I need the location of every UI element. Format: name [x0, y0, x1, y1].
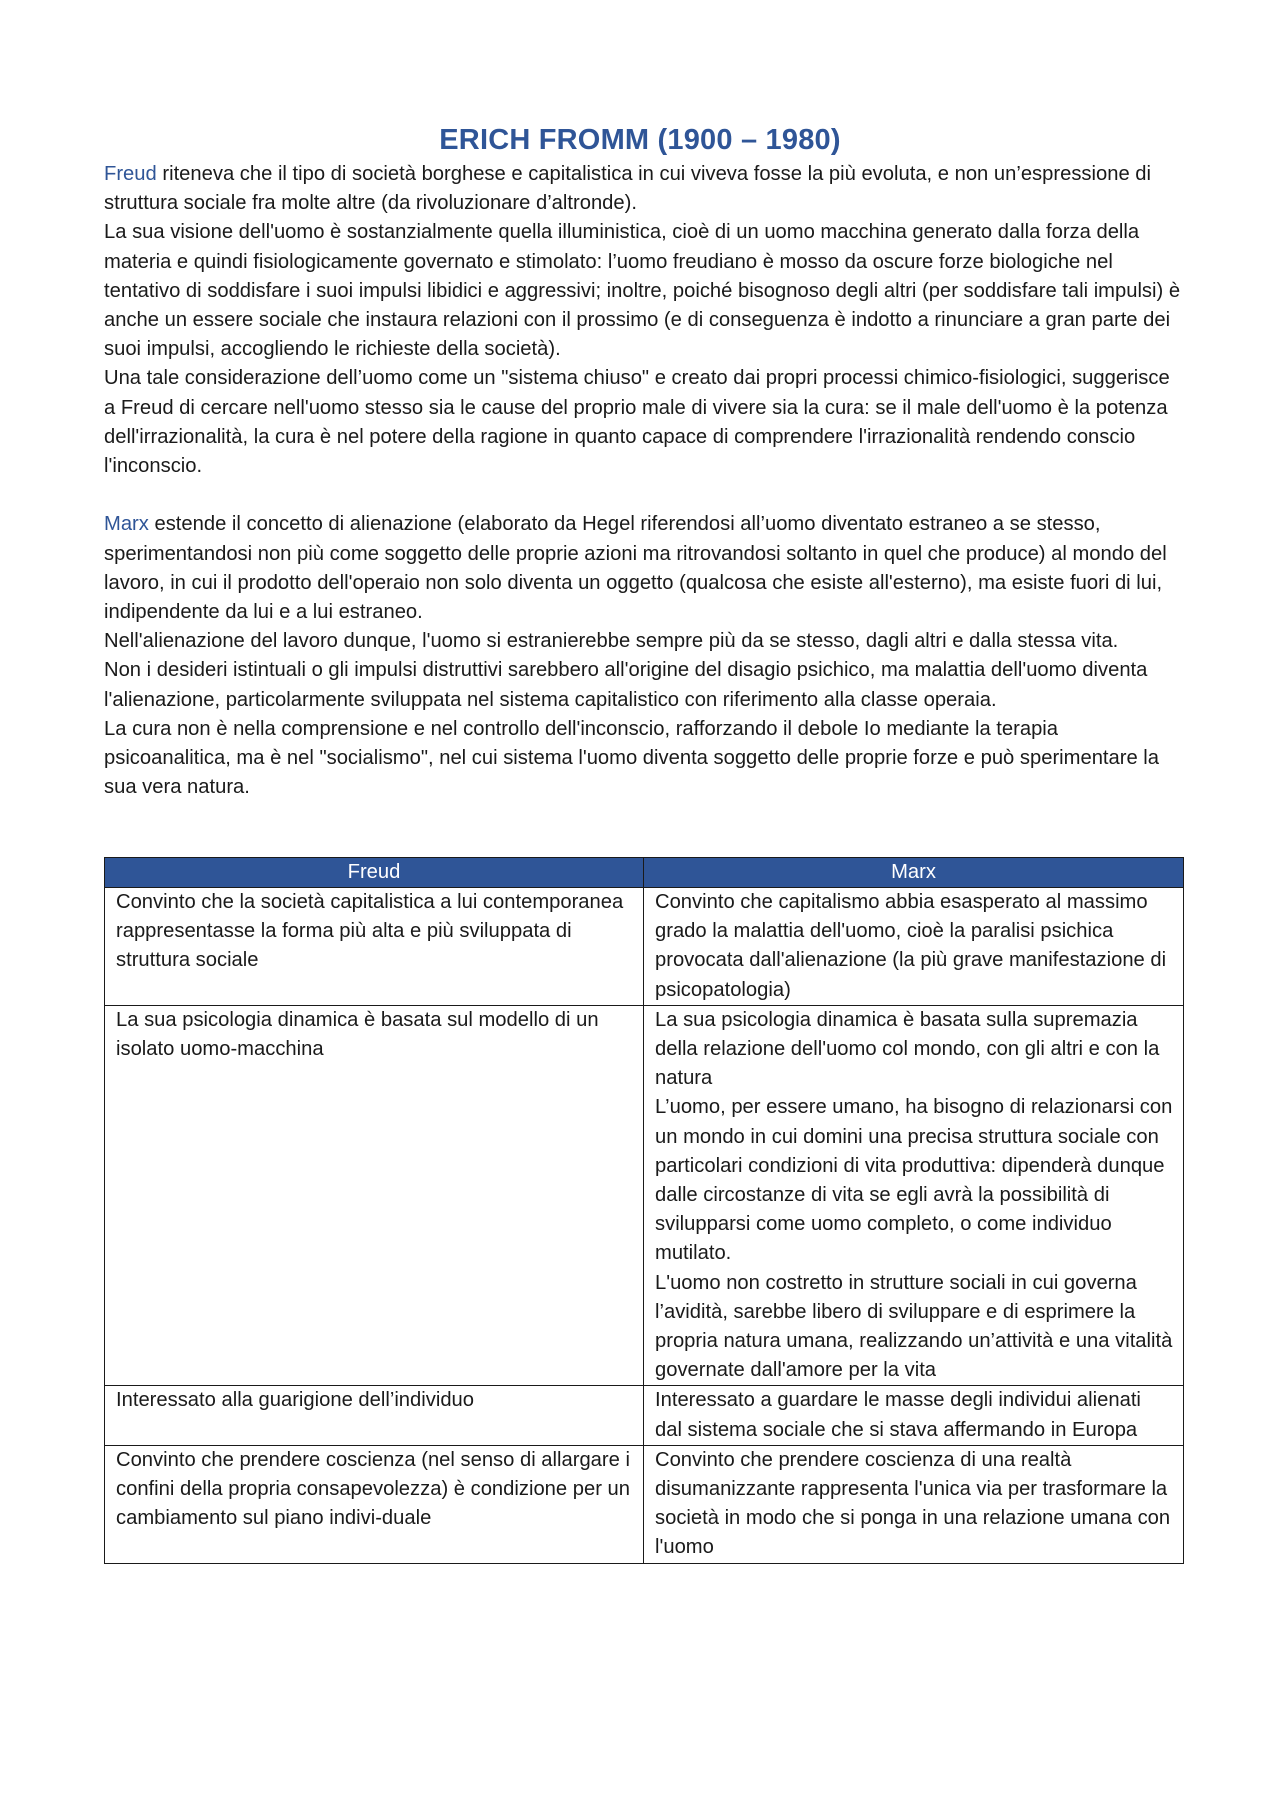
- comparison-table: [104, 857, 1184, 1564]
- cell-marx: [644, 1386, 1184, 1445]
- freud-paragraph-3: Una tale considerazione dell’uomo come un "sistema chiuso" e creato dai propri processi chimico-fisiologici, suggerisce a Freud di cercare nell'uomo stesso sia le cause del proprio male di vivere sia la cura: se il male dell'uomo è la potenza dell'irrazionalità, la cura è nel potere della ragione in quanto capace di comprendere l'irrazionalità rendendo conscio l'inconscio.: [104, 367, 1170, 478]
- freud-paragraph-1-text: riteneva che il tipo di società borghese e capitalistica in cui viveva fosse la più evoluta, e non un’espressione di struttura sociale fra molte altre (da rivoluzionare d’altronde).: [104, 163, 1152, 215]
- cell-freud: [105, 1005, 644, 1386]
- cell-marx: [644, 1005, 1184, 1386]
- cell-freud: [105, 1386, 644, 1445]
- document-body: [104, 160, 1184, 802]
- marx-paragraph-4: La cura non è nella comprensione e nel controllo dell'inconscio, rafforzando il debole Io mediante la terapia psicoanalitica, ma è nel "socialismo", nel cui sistema l'uomo diventa soggetto delle proprie forze e può sperimentare la sua vera natura.: [104, 717, 1160, 799]
- cell-text: Interessato alla guarigione dell’individuo: [116, 1389, 475, 1412]
- table-row: [105, 1445, 1184, 1563]
- table-row: [105, 1386, 1184, 1445]
- marx-paragraph-1-text: estende il concetto di alienazione (elaborato da Hegel riferendosi all’uomo diventato estraneo a se stesso, sperimentandosi non più come soggetto delle proprie azioni ma ritrovandosi soltanto in quel che produce) al mondo del lavoro, in cui il prodotto dell'operaio non solo diventa un oggetto (qualcosa che esiste all'esterno), ma esiste fuori di lui, indipendente da lui e a lui estraneo.: [104, 513, 1167, 624]
- cell-text: La sua psicologia dinamica è basata sul modello di un isolato uomo-macchina: [116, 1008, 599, 1061]
- marx-paragraph-3: Non i desideri istintuali o gli impulsi distruttivi sarebbero all'origine del disagio psichico, ma malattia dell'uomo diventa l'alienazione, particolarmente sviluppata nel sistema capitalistico con riferimento alla classe operaia.: [104, 659, 1148, 711]
- document-title: ERICH FROMM (1900 – 1980): [439, 124, 841, 156]
- cell-text: Interessato a guardare le masse degli individui alienati dal sistema sociale che si stava affermando in Europa: [655, 1389, 1141, 1441]
- marx-paragraph-1: [104, 510, 1184, 627]
- cell-marx: [644, 1445, 1184, 1563]
- cell-text: La sua psicologia dinamica è basata sulla supremazia della relazione dell'uomo col mondo, con gli altri e con la natura: [655, 1008, 1160, 1090]
- freud-paragraph-1: [104, 160, 1184, 218]
- marx-paragraph-2: Nell'alienazione del lavoro dunque, l'uomo si estranierebbe sempre più da se stesso, dagli altri e dalla stessa vita.: [104, 630, 1119, 653]
- paragraph-spacer: [104, 481, 1184, 510]
- cell-text: L’uomo, per essere umano, ha bisogno di relazionarsi con un mondo in cui domini una precisa struttura sociale con particolari condizioni di vita produttiva: dipenderà dunque dalle circostanze di vita se egli avrà la possibilità di svilupparsi come uomo completo, o come individuo mutilato.: [655, 1096, 1173, 1265]
- cell-freud: [105, 888, 644, 1006]
- marx-keyword: Marx: [104, 513, 149, 536]
- table-body: [105, 888, 1184, 1564]
- table-header-row: [105, 858, 1184, 888]
- header-freud: Freud: [105, 858, 644, 888]
- cell-freud: [105, 1445, 644, 1563]
- table-row: [105, 888, 1184, 1006]
- header-marx: Marx: [644, 858, 1184, 888]
- cell-text: Convinto che prendere coscienza di una realtà disumanizzante rappresenta l'unica via per trasformare la società in modo che si ponga in una relazione umana con l'uomo: [655, 1448, 1171, 1559]
- cell-text: L'uomo non costretto in strutture sociali in cui governa l’avidità, sarebbe libero di sviluppare e di esprimere la propria natura umana, realizzando un’attività e una vitalità governate dall'amore per la vita: [655, 1271, 1173, 1382]
- freud-paragraph-2: La sua visione dell'uomo è sostanzialmente quella illuministica, cioè di un uomo macchina generato dalla forza della materia e quindi fisiologicamente governato e stimolato: l’uomo freudiano è mosso da oscure forze biologiche nel tentativo di soddisfare i suoi impulsi libidici e aggressivi; inoltre, poiché bisognoso degli altri (per soddisfare tali impulsi) è anche un essere sociale che instaura relazioni con il prossimo (e di conseguenza è indotto a rinunciare a gran parte dei suoi impulsi, accogliendo le richieste della società).: [104, 221, 1181, 361]
- freud-keyword: Freud: [104, 163, 157, 185]
- table-row: [105, 1005, 1184, 1386]
- cell-marx: [644, 888, 1184, 1006]
- cell-text: Convinto che la società capitalistica a lui contemporanea rappresentasse la forma più alta e più sviluppata di struttura sociale: [116, 891, 624, 972]
- cell-text: Convinto che prendere coscienza (nel senso di allargare i confini della propria consapevolezza) è condizione per un cambiamento sul piano indivi-duale: [116, 1448, 630, 1530]
- cell-text: Convinto che capitalismo abbia esasperato al massimo grado la malattia dell'uomo, cioè la paralisi psichica provocata dall'alienazione (la più grave manifestazione di psicopatologia): [655, 891, 1167, 1001]
